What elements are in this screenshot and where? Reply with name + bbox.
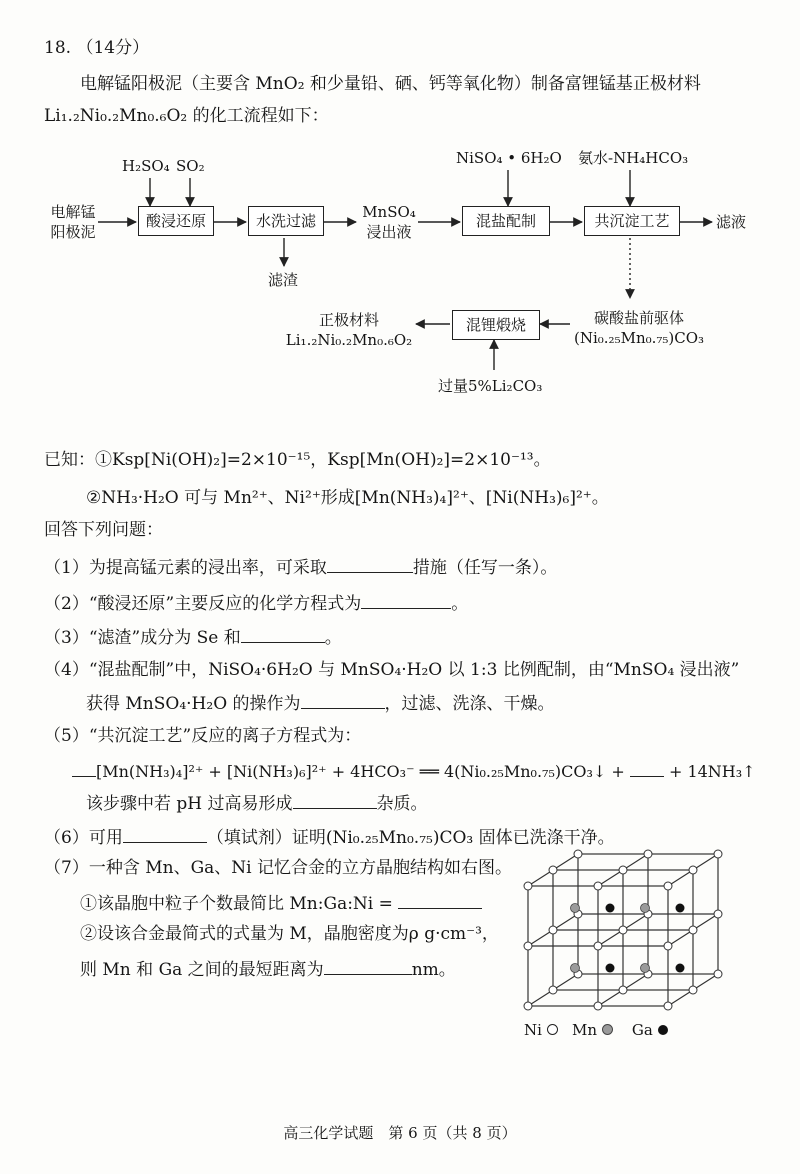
q1	[44, 554, 557, 580]
flow-precursor-line1: 碳酸盐前驱体	[593, 309, 684, 327]
page-footer: 高三化学试题 第 6 页（共 8 页）	[283, 1124, 517, 1142]
q5-blank-impurity[interactable]	[293, 790, 377, 809]
flow-mid-line2: 浸出液	[366, 223, 412, 241]
intro-line-2: Li₁.₂Ni₀.₂Mn₀.₆O₂ 的化工流程如下：	[44, 106, 329, 126]
q2-blank[interactable]	[361, 590, 451, 609]
q4-text-end: ，过滤、洗涤、干燥。	[384, 694, 555, 714]
intro-line-1: 电解锰阳极泥（主要含 MnO₂ 和少量铅、硒、钙等氧化物）制备富锂锰基正极材料	[80, 74, 701, 94]
crystal-legend	[524, 1020, 668, 1040]
q7-line-1: （7）一种含 Mn、Ga、Ni 记忆合金的立方晶胞结构如右图。	[44, 858, 513, 878]
q7-distance-text: 则 Mn 和 Ga 之间的最短距离为	[80, 960, 324, 980]
q1-blank[interactable]	[327, 554, 413, 573]
mn-circle-icon	[602, 1024, 613, 1035]
known-line-1: 已知：①Ksp[Ni(OH)₂]=2×10⁻¹⁵，Ksp[Mn(OH)₂]=2×10⁻¹³。	[44, 450, 551, 470]
crystal-cell-diagram	[518, 846, 728, 1016]
flow-mnso4-solution	[360, 202, 418, 242]
reagent-so2: SO₂	[176, 157, 205, 175]
question-score: （14分）	[76, 38, 150, 58]
q5-text: 该步骤中若 pH 过高易形成	[86, 794, 293, 814]
ni-circle-icon	[547, 1024, 558, 1035]
q5-blank-product[interactable]	[630, 758, 664, 777]
q3-blank[interactable]	[241, 624, 325, 643]
flow-precursor	[574, 308, 704, 348]
q7-unit: nm。	[411, 960, 456, 980]
q7-line-4	[80, 956, 456, 982]
q3-text: （3）“滤渣”成分为 Se 和	[44, 628, 241, 648]
q6-text-end: （填试剂）证明(Ni₀.₂₅Mn₀.₇₅)CO₃ 固体已洗涤干净。	[206, 828, 615, 848]
q2-text: （2）“酸浸还原”主要反应的化学方程式为	[44, 594, 362, 614]
known-line-2: ②NH₃·H₂O 可与 Mn²⁺、Ni²⁺形成[Mn(NH₃)₄]²⁺、[Ni(NH₃)₆]²⁺。	[86, 488, 609, 508]
box-acid-leach: 酸浸还原	[138, 206, 214, 236]
flow-arrows	[0, 140, 800, 410]
flow-mid-line1: MnSO₄	[362, 203, 416, 221]
q3	[44, 624, 342, 650]
box-coprecipitation: 共沉淀工艺	[584, 206, 680, 236]
q7-distance-blank[interactable]	[324, 956, 412, 975]
box-wash-filter: 水洗过滤	[248, 206, 324, 236]
q4-line-2	[86, 690, 555, 716]
legend-mn-label: Mn	[572, 1021, 598, 1039]
q4-text: 获得 MnSO₄·H₂O 的操作为	[86, 694, 301, 714]
q4-blank[interactable]	[301, 690, 385, 709]
flow-filtrate: 滤液	[716, 213, 747, 231]
flow-start-line2: 阳极泥	[50, 223, 96, 241]
q1-text-end: 措施（任写一条）。	[412, 558, 558, 578]
ga-circle-icon	[658, 1025, 668, 1035]
q6-blank[interactable]	[123, 824, 207, 843]
q7-line-2	[80, 890, 482, 916]
q2-text-end: 。	[451, 594, 469, 614]
q6-text: （6）可用	[44, 828, 123, 848]
q5-line-1: （5）“共沉淀工艺”反应的离子方程式为：	[44, 726, 362, 746]
flow-start-line1: 电解锰	[50, 203, 96, 221]
flow-precursor-line2: (Ni₀.₂₅Mn₀.₇₅)CO₃	[574, 329, 705, 347]
q1-text: （1）为提高锰元素的浸出率，可采取	[44, 558, 327, 578]
legend-ga-label: Ga	[631, 1021, 653, 1039]
q5-eq-right: + 14NH₃↑	[668, 762, 756, 781]
reagent-niso4: NiSO₄ • 6H₂O	[456, 149, 562, 167]
question-header	[44, 36, 149, 60]
question-number: 18.	[44, 38, 72, 58]
reagent-h2so4: H₂SO₄	[122, 157, 170, 175]
flow-residue: 滤渣	[268, 271, 299, 289]
q3-text-end: 。	[324, 628, 342, 648]
q5-text-end: 杂质。	[376, 794, 428, 814]
q5-equation	[72, 758, 756, 784]
legend-ni-label: Ni	[524, 1021, 542, 1039]
q7-ratio-text: ①该晶胞中粒子个数最简比 Mn:Ga:Ni =	[80, 894, 393, 914]
q5-line-3	[86, 790, 428, 816]
q4-line-1: （4）“混盐配制”中，NiSO₄·6H₂O 与 MnSO₄·H₂O 以 1:3 比例配制，由“MnSO₄ 浸出液”	[44, 660, 740, 680]
answer-prompt: 回答下列问题：	[44, 520, 163, 540]
flow-product-line2: Li₁.₂Ni₀.₂Mn₀.₆O₂	[285, 331, 413, 349]
flow-product-line1: 正极材料	[318, 311, 379, 329]
q5-eq-left: [Mn(NH₃)₄]²⁺ + [Ni(NH₃)₆]²⁺ + 4HCO₃⁻ ══ 4(Ni₀.₂₅Mn₀.₇₅)CO₃↓ +	[96, 762, 625, 781]
reagent-ammonia: 氨水-NH₄HCO₃	[578, 149, 689, 167]
box-lithium-calcine: 混锂煅烧	[452, 310, 540, 340]
flow-product	[284, 310, 414, 350]
q7-line-3: ②设该合金最简式的式量为 M，晶胞密度为ρ g·cm⁻³，	[80, 924, 499, 944]
reagent-li2co3: 过量5%Li₂CO₃	[438, 377, 543, 395]
q5-blank-coef[interactable]	[72, 758, 96, 777]
q2	[44, 590, 468, 616]
flow-start	[46, 202, 100, 242]
q7-ratio-blank[interactable]	[398, 890, 482, 909]
box-mix-salt: 混盐配制	[462, 206, 550, 236]
